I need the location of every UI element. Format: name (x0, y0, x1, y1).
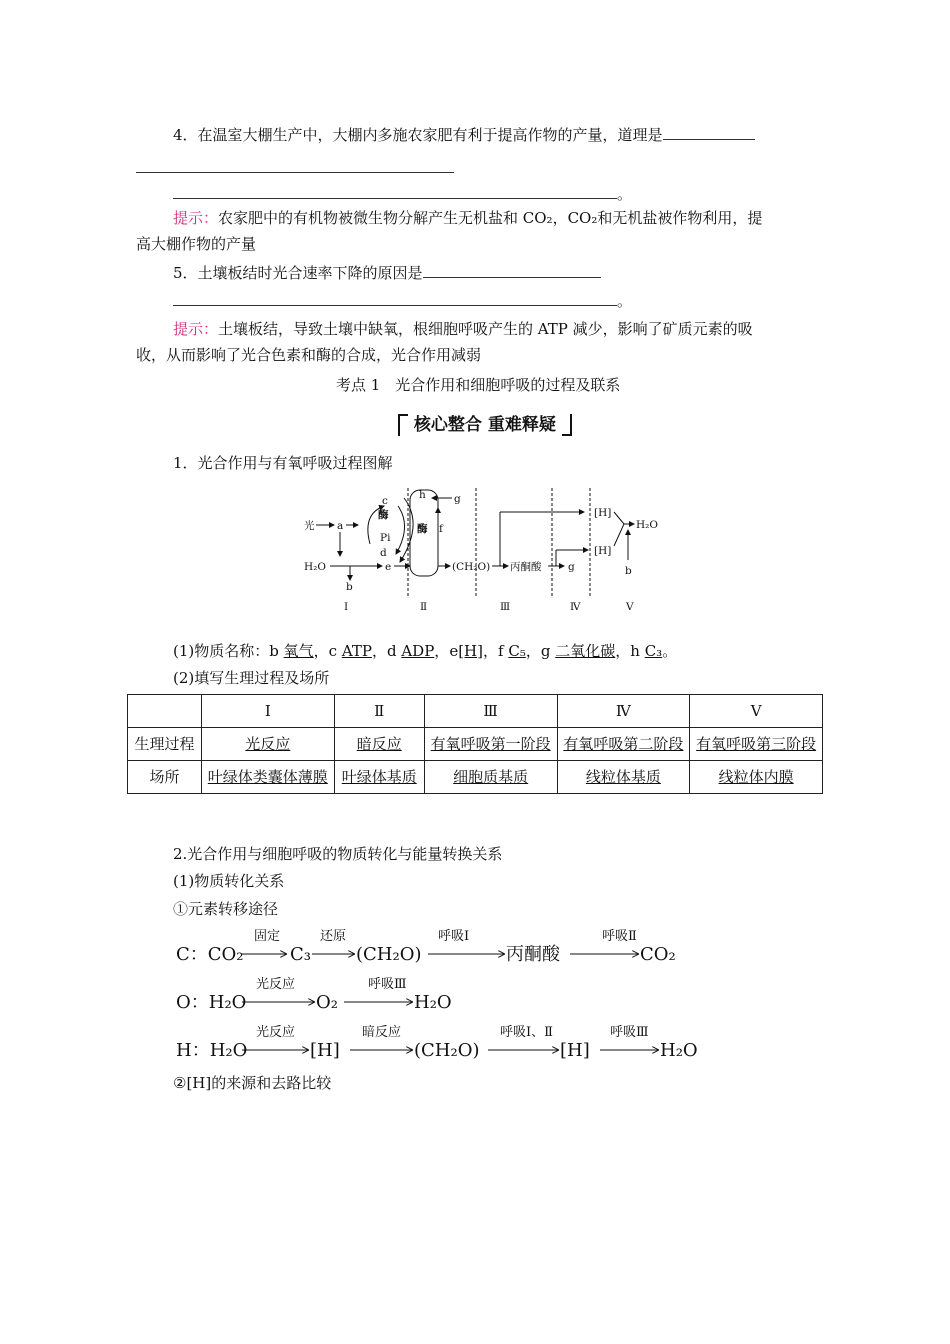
label-g1: g (454, 493, 461, 505)
sub1a-heading: ①元素转移途径 (173, 900, 279, 918)
svg-text:固定: 固定 (254, 929, 281, 944)
answer-line[interactable] (136, 172, 454, 173)
svg-text:H₂O: H₂O (660, 1040, 698, 1061)
label-enzyme2: 酶 (417, 523, 428, 535)
stage-4: Ⅳ (570, 601, 581, 613)
label-h2o-out: H₂O (636, 519, 658, 531)
process-diagram (300, 484, 670, 616)
stage-5: Ⅴ (626, 601, 634, 613)
process-table (127, 694, 823, 794)
label-e: e (385, 561, 392, 573)
svg-text:(CH₂O): (CH₂O) (356, 944, 422, 965)
label-pyruvate: 丙酮酸 (510, 561, 542, 573)
label-d: d (380, 547, 387, 559)
sub1-heading: (1)物质转化关系 (173, 872, 285, 890)
item2-heading: 2.光合作用与细胞呼吸的物质转化与能量转换关系 (173, 845, 503, 863)
label-b2: b (625, 565, 632, 577)
sub1b-heading: ②[H]的来源和去路比较 (173, 1074, 332, 1092)
svg-text:丙酮酸: 丙酮酸 (506, 944, 560, 965)
label-h2o: H₂O (304, 561, 326, 573)
label-g2: g (568, 561, 575, 573)
substances-line: (1)物质名称：b 氧气，c ATP，d ADP，e[H]，f C₅，g 二氧化碳，h C₃。 (173, 642, 678, 660)
q4-hint: 提示：农家肥中的有机物被微生物分解产生无机盐和 CO₂，CO₂和无机盐被作物利用，提 (173, 209, 763, 227)
q5-answer-line[interactable]: 。 (173, 290, 632, 311)
svg-text:(CH₂O): (CH₂O) (414, 1040, 480, 1061)
svg-text:呼吸Ⅱ: 呼吸Ⅱ (602, 929, 637, 944)
label-pi: Pi (380, 532, 391, 544)
q5-text: 5．土壤板结时光合速率下降的原因是 (173, 262, 601, 283)
svg-text:呼吸Ⅰ: 呼吸Ⅰ (438, 929, 470, 944)
svg-text:光反应: 光反应 (256, 1025, 296, 1040)
svg-text:H：H₂O: H：H₂O (176, 1040, 248, 1061)
label-enzyme1: 酶 (378, 509, 389, 521)
svg-text:呼吸Ⅰ、Ⅱ: 呼吸Ⅰ、Ⅱ (500, 1025, 553, 1040)
svg-text:C₃: C₃ (290, 944, 311, 965)
stage-3: Ⅲ (500, 601, 511, 613)
item1-heading: 1．光合作用与有氧呼吸过程图解 (173, 454, 393, 472)
table-row: 场所 叶绿体类囊体薄膜 叶绿体基质 细胞质基质 线粒体基质 线粒体内膜 (128, 761, 823, 794)
q4-text: 4．在温室大棚生产中，大棚内多施农家肥有利于提高作物的产量，道理是 (173, 124, 755, 145)
label-hh1: [H] (594, 507, 612, 519)
svg-text:呼吸Ⅲ: 呼吸Ⅲ (610, 1025, 649, 1040)
svg-text:CO₂: CO₂ (640, 944, 676, 965)
section-title: 考点 1 光合作用和细胞呼吸的过程及联系 (336, 376, 621, 394)
element-pathways (172, 926, 732, 1066)
svg-text:H₂O: H₂O (414, 992, 452, 1013)
svg-text:O₂: O₂ (316, 992, 338, 1013)
svg-text:O：H₂O: O：H₂O (176, 992, 247, 1013)
fill-heading: (2)填写生理过程及场所 (173, 669, 330, 687)
label-b: b (346, 581, 353, 593)
svg-text:光反应: 光反应 (256, 977, 296, 992)
label-hh2: [H] (594, 545, 612, 557)
svg-text:暗反应: 暗反应 (362, 1025, 402, 1040)
stage-1: Ⅰ (344, 601, 349, 613)
label-a: a (337, 520, 344, 532)
svg-text:C：CO₂: C：CO₂ (176, 944, 244, 965)
table-row: 生理过程 光反应 暗反应 有氧呼吸第一阶段 有氧呼吸第二阶段 有氧呼吸第三阶段 (128, 728, 823, 761)
label-ch2o: (CH₂O) (452, 561, 491, 573)
svg-text:[H]: [H] (560, 1040, 590, 1061)
q4-hint-cont: 高大棚作物的产量 (136, 235, 257, 253)
label-h: h (419, 489, 426, 501)
q5-hint-cont: 收，从而影响了光合色素和酶的合成，光合作用减弱 (136, 346, 482, 364)
svg-text:呼吸Ⅲ: 呼吸Ⅲ (368, 977, 407, 992)
q5-hint: 提示：土壤板结，导致土壤中缺氧，根细胞呼吸产生的 ATP 减少，影响了矿质元素的吸 (173, 320, 753, 338)
banner-title: 核心整合 重难释疑 (398, 410, 572, 436)
svg-text:还原: 还原 (320, 929, 347, 944)
svg-text:[H]: [H] (310, 1040, 340, 1061)
label-f: f (439, 523, 443, 535)
label-light: 光 (304, 520, 315, 532)
q4-answer-line[interactable]: 。 (173, 183, 632, 204)
label-c: c (382, 495, 388, 507)
table-row: Ⅰ Ⅱ Ⅲ Ⅳ Ⅴ (128, 695, 823, 728)
stage-2: Ⅱ (420, 601, 428, 613)
